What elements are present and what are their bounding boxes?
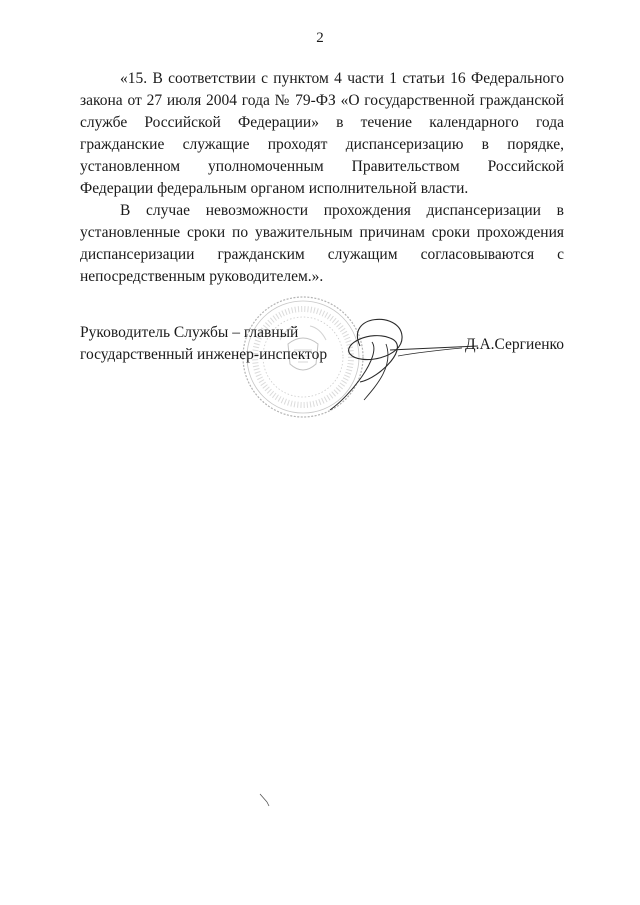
paragraph-1: «15. В соответствии с пунктом 4 части 1 статьи 16 Федерального закона от 27 июля 2004 года № 79-ФЗ «О государственной гражданской службе Российской Федерации» в течение календарного года гражданские служащие проходят диспансеризацию в порядке, установленном уполномоченным Правительством Российской Федерации федеральным органом исполнительной власти. xyxy=(80,70,564,197)
position-line-1: Руководитель Службы – главный xyxy=(80,324,299,341)
document-body xyxy=(80,68,564,288)
stray-ink-mark xyxy=(258,792,274,808)
page-number: 2 xyxy=(316,30,324,46)
signatory-position xyxy=(80,322,340,366)
signatory-name: Д.А.Сергиенко xyxy=(465,336,564,353)
position-line-2: государственный инженер-инспектор xyxy=(80,346,328,363)
paragraph-2: В случае невозможности прохождения диспансеризации в установленные сроки по уважительным причинам сроки прохождения диспансеризации гражданским служащим согласовываются с непосредственным руководителем.». xyxy=(80,202,564,285)
